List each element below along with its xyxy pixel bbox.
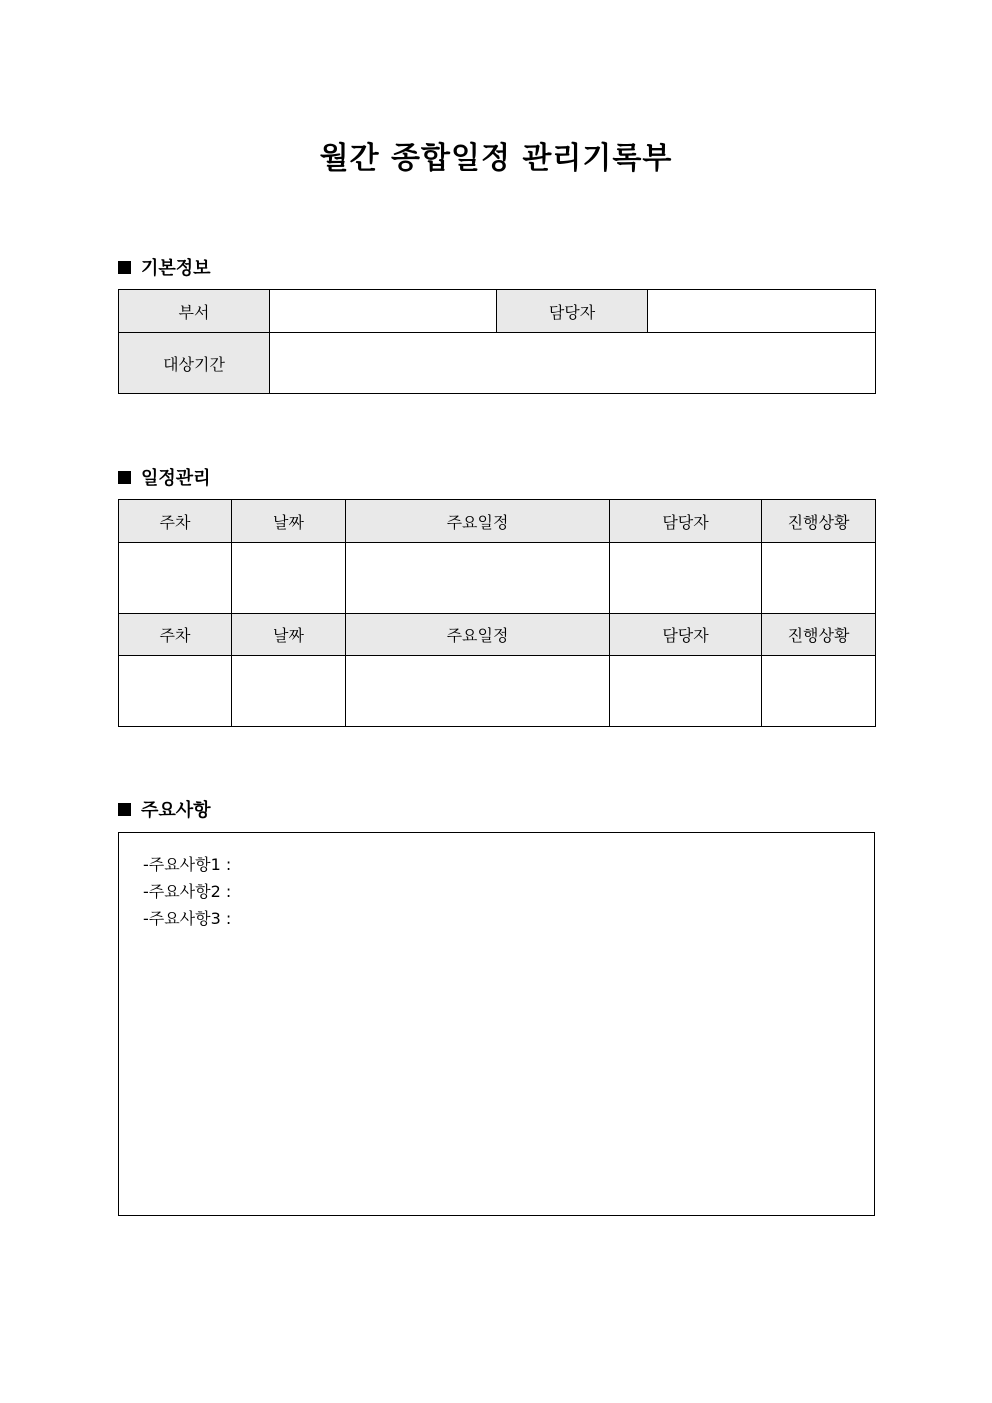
date-cell[interactable] [232, 543, 346, 614]
basic-info-heading [118, 254, 211, 280]
col-progress: 진행상황 [762, 500, 876, 543]
basic-info-heading-label: 기본정보 [141, 258, 211, 279]
list-item: -주요사항2 : [143, 882, 232, 901]
schedule-table [118, 499, 876, 727]
table-row [119, 656, 876, 727]
dept-field[interactable] [270, 290, 497, 333]
square-bullet-icon [118, 261, 131, 274]
period-label: 대상기간 [119, 333, 270, 394]
manager-field[interactable] [648, 290, 876, 333]
week-cell[interactable] [119, 543, 232, 614]
progress-cell[interactable] [762, 656, 876, 727]
col-manager: 담당자 [610, 500, 762, 543]
notes-heading-label: 주요사항 [141, 800, 211, 821]
col-week: 주차 [119, 614, 232, 656]
week-cell[interactable] [119, 656, 232, 727]
date-cell[interactable] [232, 656, 346, 727]
main-schedule-cell[interactable] [346, 656, 610, 727]
col-week: 주차 [119, 500, 232, 543]
col-progress: 진행상황 [762, 614, 876, 656]
notes-heading [118, 796, 211, 822]
list-item: -주요사항3 : [143, 909, 232, 928]
schedule-header-row [119, 614, 876, 656]
dept-label: 부서 [119, 290, 270, 333]
col-date: 날짜 [232, 500, 346, 543]
col-manager: 담당자 [610, 614, 762, 656]
manager-label: 담당자 [497, 290, 648, 333]
notes-list [143, 851, 231, 932]
main-schedule-cell[interactable] [346, 543, 610, 614]
square-bullet-icon [118, 803, 131, 816]
col-date: 날짜 [232, 614, 346, 656]
manager-cell[interactable] [610, 543, 762, 614]
period-field[interactable] [270, 333, 876, 394]
page-title: 월간 종합일정 관리기록부 [319, 141, 673, 176]
square-bullet-icon [118, 471, 131, 484]
basic-info-table [118, 289, 876, 394]
table-row [119, 543, 876, 614]
progress-cell[interactable] [762, 543, 876, 614]
schedule-heading-label: 일정관리 [141, 468, 211, 489]
col-main-schedule: 주요일정 [346, 614, 610, 656]
schedule-header-row [119, 500, 876, 543]
notes-box[interactable] [118, 832, 875, 1216]
col-main-schedule: 주요일정 [346, 500, 610, 543]
manager-cell[interactable] [610, 656, 762, 727]
list-item: -주요사항1 : [143, 855, 232, 874]
schedule-heading [118, 464, 211, 490]
